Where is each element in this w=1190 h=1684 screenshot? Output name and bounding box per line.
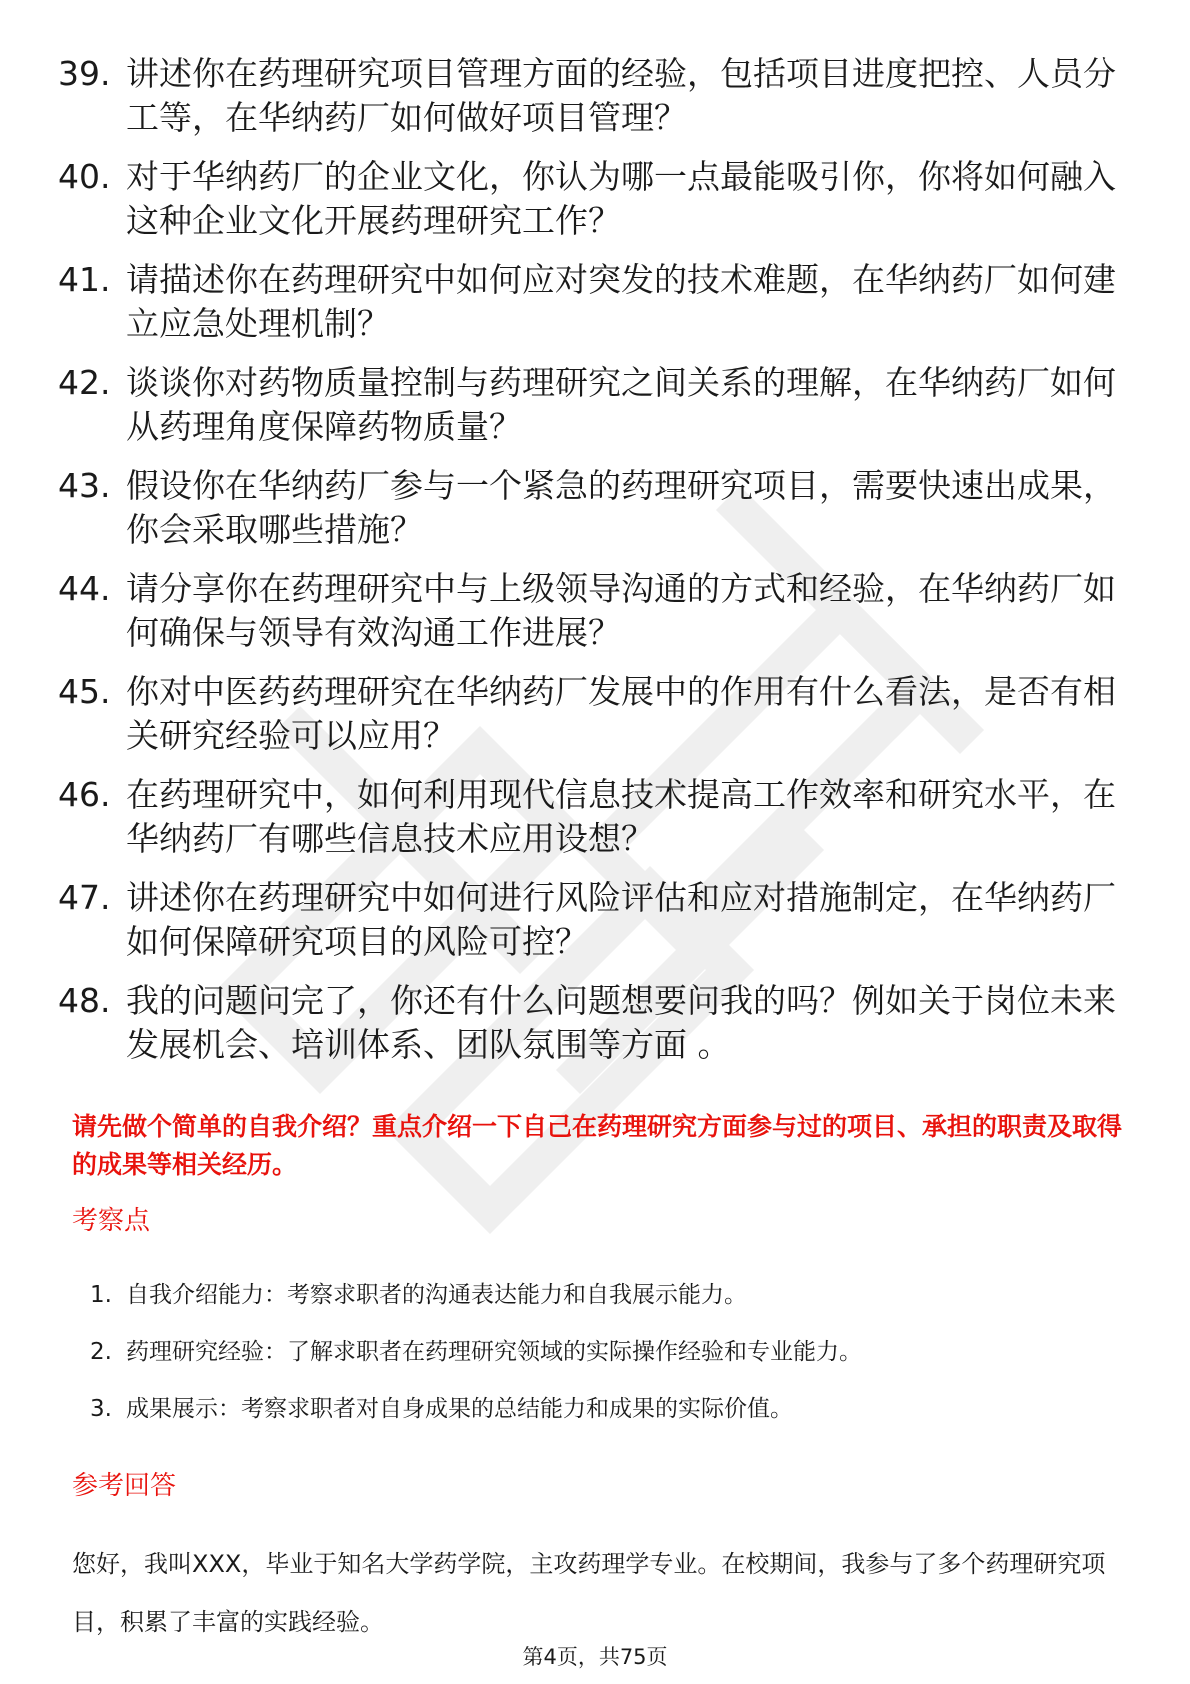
point-number: 1.	[90, 1282, 112, 1308]
question-item	[58, 258, 1118, 346]
kaocha-point-list	[90, 1278, 1110, 1449]
question-text: 假设你在华纳药厂参与一个紧急的药理研究项目，需要快速出成果，你会采取哪些措施？	[126, 466, 1116, 549]
question-text: 在药理研究中，如何利用现代信息技术提高工作效率和研究水平，在华纳药厂有哪些信息技术应用设想？	[126, 775, 1116, 858]
question-number: 45.	[58, 672, 111, 711]
question-number: 39.	[58, 54, 111, 93]
point-text: 自我介绍能力：考察求职者的沟通表达能力和自我展示能力。	[126, 1282, 747, 1308]
kaocha-heading: 考察点	[72, 1206, 151, 1236]
question-item	[58, 979, 1118, 1067]
question-number: 48.	[58, 981, 111, 1020]
point-text: 药理研究经验：了解求职者在药理研究领域的实际操作经验和专业能力。	[126, 1339, 862, 1365]
question-text: 对于华纳药厂的企业文化，你认为哪一点最能吸引你，你将如何融入这种企业文化开展药理研究工作？	[126, 157, 1116, 240]
question-item	[58, 361, 1118, 449]
question-text: 你对中医药药理研究在华纳药厂发展中的作用有什么看法，是否有相关研究经验可以应用？	[126, 672, 1116, 755]
question-number: 46.	[58, 775, 111, 814]
question-text: 请分享你在药理研究中与上级领导沟通的方式和经验，在华纳药厂如何确保与领导有效沟通工作进展？	[126, 569, 1116, 652]
question-text: 讲述你在药理研究项目管理方面的经验，包括项目进度把控、人员分工等，在华纳药厂如何做好项目管理？	[126, 54, 1116, 137]
question-number: 44.	[58, 569, 111, 608]
question-number: 41.	[58, 260, 111, 299]
question-number: 47.	[58, 878, 111, 917]
kaocha-point	[90, 1335, 1110, 1392]
question-list	[58, 52, 1118, 1082]
question-number: 43.	[58, 466, 111, 505]
question-number: 40.	[58, 157, 111, 196]
featured-question: 请先做个简单的自我介绍？重点介绍一下自己在药理研究方面参与过的项目、承担的职责及取得的成果等相关经历。	[72, 1112, 1123, 1179]
point-number: 2.	[90, 1339, 112, 1365]
question-item	[58, 464, 1118, 552]
kaocha-point	[90, 1392, 1110, 1449]
question-text: 我的问题问完了，你还有什么问题想要问我的吗？例如关于岗位未来发展机会、培训体系、团队氛围等方面 。	[126, 981, 1116, 1064]
question-item	[58, 670, 1118, 758]
question-item	[58, 52, 1118, 140]
question-item	[58, 773, 1118, 861]
question-number: 42.	[58, 363, 111, 402]
question-text: 谈谈你对药物质量控制与药理研究之间关系的理解，在华纳药厂如何从药理角度保障药物质量？	[126, 363, 1116, 446]
question-item	[58, 567, 1118, 655]
point-text: 成果展示：考察求职者对自身成果的总结能力和成果的实际价值。	[126, 1396, 793, 1422]
page-number: 第4页，共75页	[522, 1645, 668, 1669]
reference-heading: 参考回答	[72, 1471, 177, 1501]
question-text: 请描述你在药理研究中如何应对突发的技术难题，在华纳药厂如何建立应急处理机制？	[126, 260, 1116, 343]
point-number: 3.	[90, 1396, 112, 1422]
kaocha-point	[90, 1278, 1110, 1335]
question-text: 讲述你在药理研究中如何进行风险评估和应对措施制定，在华纳药厂如何保障研究项目的风险可控？	[126, 878, 1116, 961]
reference-answer: 您好，我叫XXX，毕业于知名大学药学院，主攻药理学专业。在校期间，我参与了多个药理研究项目，积累了丰富的实践经验。	[72, 1550, 1106, 1636]
question-item	[58, 155, 1118, 243]
question-item	[58, 876, 1118, 964]
